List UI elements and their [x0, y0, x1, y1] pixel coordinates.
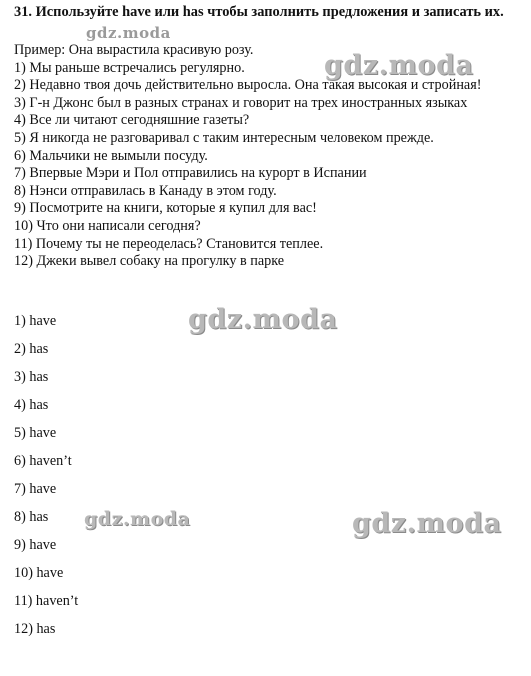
sentence-item: 9) Посмотрите на книги, которые я купил для вас! [14, 200, 317, 217]
answer-item: 6) haven’t [14, 453, 72, 469]
sentence-item: 4) Все ли читают сегодняшние газеты? [14, 112, 250, 129]
answer-item: 11) haven’t [14, 593, 79, 609]
sentence-item: 3) Г-н Джонс был в разных странах и говорит на трех иностранных языках [14, 94, 468, 111]
sentence-item: 1) Мы раньше встречались регулярно. [14, 59, 245, 76]
sentence-item: 2) Недавно твоя дочь действительно выросла. Она такая высокая и стройная! [14, 77, 482, 94]
answer-item: 12) has [14, 621, 56, 637]
example-sentence: Пример: Она вырастила красивую розу. [14, 42, 254, 58]
answer-item: 1) have [14, 313, 57, 329]
sentence-item: 8) Нэнси отправилась в Канаду в этом году. [14, 182, 277, 199]
watermark: gdz.moda [324, 50, 474, 81]
sentence-item: 6) Мальчики не вымыли посуду. [14, 147, 208, 164]
watermark: gdz.moda [86, 24, 171, 42]
answer-item: 9) have [14, 537, 57, 553]
answer-item: 3) has [14, 369, 49, 385]
sentence-item: 5) Я никогда не разговаривал с таким интересным человеком прежде. [14, 129, 434, 146]
answer-item: 2) has [14, 341, 49, 357]
sentence-item: 11) Почему ты не переоделась? Становится теплее. [14, 235, 324, 252]
answer-item: 4) has [14, 397, 49, 413]
sentence-item: 10) Что они написали сегодня? [14, 217, 201, 234]
task-title: 31. Используйте have или has чтобы заполнить предложения и записать их. [14, 4, 504, 20]
answer-item: 8) has [14, 509, 49, 525]
answer-list [14, 312, 78, 648]
watermark: gdz.moda [352, 508, 502, 539]
sentence-item: 12) Джеки вывел собаку на прогулку в парке [14, 253, 285, 270]
answer-item: 10) have [14, 565, 64, 581]
answer-item: 7) have [14, 481, 57, 497]
watermark: gdz.moda [188, 304, 338, 335]
watermark: gdz.moda [84, 508, 191, 530]
answer-item: 5) have [14, 425, 57, 441]
sentence-item: 7) Впервые Мэри и Пол отправились на курорт в Испании [14, 165, 367, 182]
